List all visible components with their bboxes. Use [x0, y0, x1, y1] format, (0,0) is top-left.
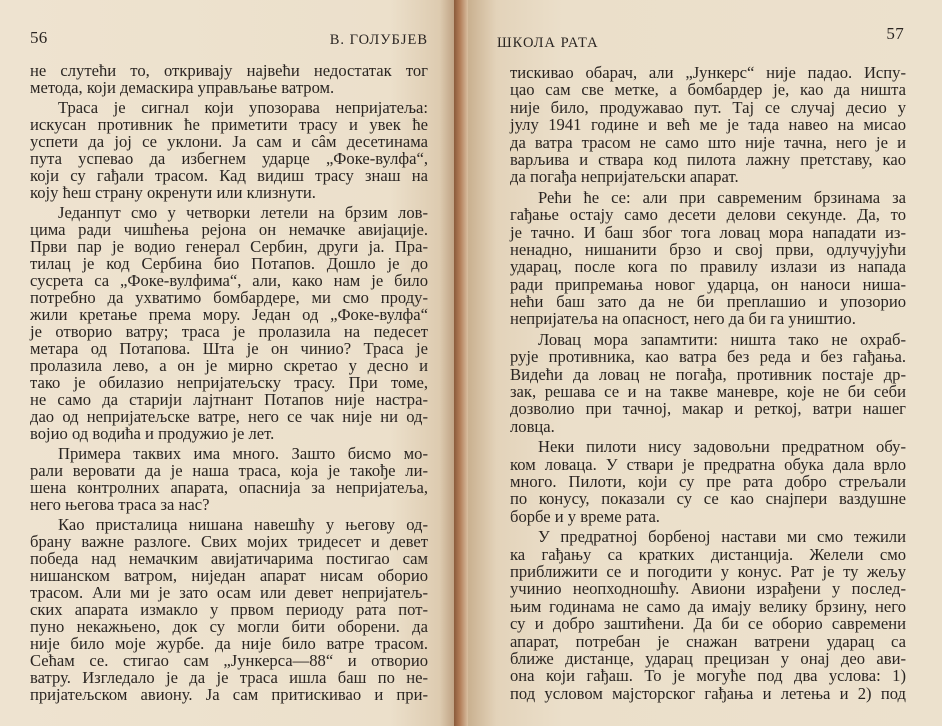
text-line: нећи баш зато да не би преплашио и упозорио: [510, 292, 906, 312]
text-line: да ватра трасом не само што није тачна, него је и: [510, 132, 906, 152]
text-line: трасом. Али ми је зато осам или девет непријатељ-: [30, 583, 428, 602]
text-line: гађање остају само десети делови секунде. Да, то: [510, 205, 906, 225]
text-line: цао сам све метке, а бомбардер је, као да ништа: [510, 80, 906, 100]
text-line: сусрета са „Фоке-вулфима“, али, како нам је било: [30, 271, 428, 290]
text-line: војио од водића и продужио је лет.: [30, 424, 275, 443]
right-page: [468, 0, 942, 726]
left-page: [0, 0, 458, 726]
text-line: дозволио при тачној, макар и реткој, ватри нашег: [510, 399, 906, 419]
paragraph: [510, 64, 906, 186]
text-line: метода, који демаскира управљање ватром.: [30, 78, 335, 97]
running-head: В. ГОЛУБЈЕВ: [329, 32, 428, 48]
text-line: У предратној борбеној настави ми смо тежили: [538, 527, 906, 547]
text-line: жили кретање према мору. Један од „Фоке-вулфа“: [30, 305, 428, 324]
text-line: брану важне разлоге. Свих мојих тридесет и девет: [30, 532, 428, 551]
text-line: Једанпут смо у четворки летели на брзим лов-: [58, 203, 428, 222]
text-line: много. Пилоти, који су пре рата добро стрељали: [510, 471, 906, 491]
paragraph: [30, 99, 428, 201]
text-line: ударац, после кога по правилу излази из напада: [510, 257, 906, 277]
text-line: потребно да ухватимо бомбардере, ми смо проду-: [30, 288, 428, 307]
text-line: ловца.: [510, 416, 555, 436]
text-line: она који гађаш. То је могуће под два услова: 1): [510, 666, 906, 686]
paragraph: [510, 528, 906, 702]
book-gutter: [454, 0, 468, 726]
page-number: 57: [886, 24, 904, 43]
text-line: су и добро заштићени. Да би се оборио савремени: [510, 614, 906, 634]
text-line: коју ћеш страну окренути или клизнути.: [30, 183, 316, 202]
text-line: нишанском ватром, ниједан апарат нисам оборио: [30, 566, 428, 585]
text-line: ватру. Изгледало је да је траса ишла баш по не-: [30, 668, 428, 687]
page-number: 56: [30, 28, 48, 47]
text-line: тискивао обарач, али „Јункерс“ није падао. Испу-: [510, 63, 906, 82]
text-line: је тачно. И баш због тога ловац мора нападати из-: [510, 222, 906, 242]
text-line: није било моје журбе. да није било ватре трасом.: [30, 634, 428, 653]
text-line: рује противника, као ватра без реда и без гађања.: [510, 347, 906, 367]
text-line: Примера таквих има много. Зашто бисмо мо-: [58, 444, 428, 463]
text-line: метара од Потапова. Шта је он чинио? Траса је: [30, 339, 428, 358]
text-line: ненадно, нишанити брзо и свој први, одлучујући: [510, 239, 906, 259]
text-line: не слутећи то, откривају највећи недостатак тог: [30, 61, 428, 80]
text-line: Видећи да ловац не погађа, противник постаје др-: [510, 364, 906, 384]
text-line: Ловац мора запамтити: ништа тако не охраб-: [538, 329, 906, 349]
text-line: шена контролних апарата, опаснија за непријатеља,: [30, 478, 428, 497]
paragraph: [30, 62, 428, 96]
text-line: јулу 1941 године и већ ме је тада навео на мисао: [510, 115, 906, 135]
paragraph: [30, 445, 428, 513]
text-line: ка гађању са кратких дистанција. Желели смо: [510, 544, 906, 564]
text-line: апарат, потребан је снажан ватрени ударац са: [510, 631, 906, 651]
text-line: победа над немачким авијатичарима постигао сам: [30, 549, 428, 568]
text-line: рали веровати да је наша траса, која је такође ли-: [30, 461, 428, 480]
text-line: Рећи ће се: али при савременим брзинама за: [538, 187, 906, 207]
text-line: учинио неопходношћу. Авиони израђени у послед-: [510, 579, 906, 599]
text-line: борбе и у време рата.: [510, 506, 660, 526]
text-line: Траса је сигнал који упозорава непријатеља:: [58, 98, 428, 117]
paragraph: [30, 516, 428, 703]
text-line: варљива и ствара код пилота лажну претставу, као: [510, 149, 906, 169]
text-line: је отворио ватру; траса је пролазила на педесет: [30, 322, 428, 341]
text-line: тилац је код Сербина био Потапов. Дошло је до: [30, 254, 428, 273]
paragraph: [510, 438, 906, 525]
page-body: [510, 64, 906, 705]
text-line: тако је обилазио непријатељску трасу. При томе,: [30, 373, 428, 392]
paragraph: [510, 189, 906, 328]
text-line: пута успевао да избегнем ударце „Фоке-вулфа“,: [30, 149, 428, 168]
paragraph: [510, 331, 906, 435]
paragraph: [30, 204, 428, 442]
text-line: њим годинама не само да имају велику брзину, него: [510, 596, 906, 616]
text-line: приближити се и погодити у конус. Рат је ту жељу: [510, 561, 906, 581]
text-line: који су гађали трасом. Кад видиш трасу знаш на: [30, 166, 428, 185]
text-line: цима ради чишћења рејона он немачке авијације.: [30, 220, 428, 239]
text-line: него његова траса за нас?: [30, 495, 210, 514]
page-body: [30, 62, 428, 706]
text-line: Сећам се. стигао сам „Јункерса—88“ и отворио: [30, 651, 428, 670]
text-line: непријатеља на опасност, него да би га уништио.: [510, 309, 856, 329]
text-line: по конусу, показали су се као снајпери ваздушне: [510, 489, 906, 509]
text-line: ближе дистанце, ударац прецизан у онај део ави-: [510, 648, 906, 668]
text-line: пуно некажњено, док су могли бити оборени. да: [30, 617, 428, 636]
text-line: не само да старији лајтнант Потапов није настра-: [30, 390, 428, 409]
text-line: није било, продужавао пут. Тај се случај десио у: [510, 97, 906, 117]
text-line: ком ловаца. У ствари је предратна обука дала врло: [510, 454, 906, 474]
text-line: дао од непријатељске ватре, него се чак није ни од-: [30, 407, 428, 426]
text-line: Као присталица нишана навешћу у његову од-: [58, 515, 428, 534]
running-head: ШКОЛА РАТА: [497, 35, 599, 51]
text-line: искусан противник ће приметити трасу и увек ће: [30, 115, 428, 134]
text-line: зак, решава се и на такве маневре, које не би себи: [510, 382, 906, 402]
text-line: под условом мајсторског гађања и летења и 2) под: [510, 683, 906, 703]
text-line: пролазила лево, а он је мирно скретао у десно и: [30, 356, 428, 375]
text-line: ради припремања новог ударца, он наноси ниша-: [510, 274, 906, 294]
text-line: Неки пилоти нису задовољни предратном обу-: [538, 437, 906, 457]
text-line: Први пар је водио генерал Сербин, други ја. Пра-: [30, 237, 428, 256]
text-line: да погађа непријатељски апарат.: [510, 167, 739, 187]
text-line: успети да јој се уклони. Ја сам и сâм десетинама: [30, 132, 428, 151]
text-line: ских апарата измакло у првом периоду рата пот-: [30, 600, 428, 619]
text-line: пријатељском авиону. Ја сам притискивао и при-: [30, 685, 428, 704]
